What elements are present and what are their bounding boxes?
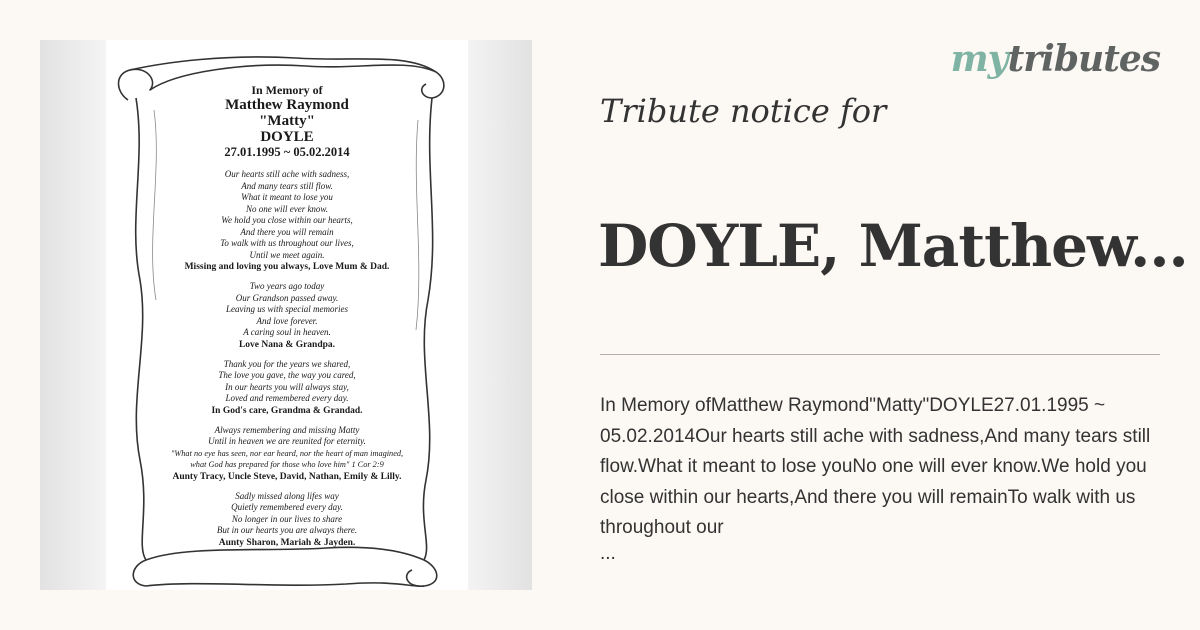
mytributes-logo[interactable] — [951, 38, 1160, 80]
verse-line: A caring soul in heaven. — [243, 327, 331, 337]
verse-line: Our Grandson passed away. — [235, 292, 339, 303]
verse-line: Leaving us with special memories — [226, 304, 348, 314]
verse-line: Two years ago today — [249, 281, 325, 291]
notice-dates: 27.01.1995 ~ 05.02.2014 — [224, 145, 350, 159]
verse-line: But in our hearts you are always there. — [216, 525, 358, 535]
verse-line: What it meant to lose you — [241, 192, 333, 202]
notice-excerpt: In Memory ofMatthew Raymond"Matty"DOYLE27.01.1995 ~ 05.02.2014Our hearts still ache with sadness,And many tears still flow.What it meant to lose youNo one will ever know.We hold you close within our hearts,And there you will remainTo walk with us throughout our — [600, 395, 1151, 538]
notice-name-line2: "Matty" — [259, 113, 315, 129]
excerpt-ellipsis: ... — [600, 543, 616, 564]
verse-line: Always remembering and missing Matty — [214, 424, 360, 435]
page-subtitle: Tribute notice for — [600, 92, 887, 130]
notice-text — [154, 84, 420, 557]
image-blur-left — [40, 40, 106, 590]
verse-aunty-sharon — [154, 491, 420, 549]
verse-mum-dad — [154, 169, 420, 273]
logo-my: my — [950, 38, 1008, 80]
verse-signature: Aunty Sharon, Mariah & Jayden. — [218, 537, 356, 548]
verse-line: Quietly remembered every day. — [231, 502, 343, 512]
notice-name-line1: Matthew Raymond — [225, 97, 349, 113]
verse-signature: Love Nana & Grandpa. — [238, 339, 336, 350]
verse-nana-grandpa — [154, 281, 420, 351]
verse-signature: Missing and loving you always, Love Mum & Dad. — [184, 262, 390, 272]
verse-line: No one will ever know. — [245, 203, 329, 214]
logo-tributes: tributes — [1007, 38, 1160, 80]
verse-line: Loved and remembered every day. — [225, 393, 349, 403]
verse-line: Our hearts still ache with sadness, — [224, 169, 350, 179]
page-title: DOYLE, Matthew... — [598, 212, 1188, 280]
verse-signature: In God's care, Grandma & Grandad. — [211, 405, 363, 416]
verse-grandma-grandad — [154, 359, 420, 417]
verse-line: In our hearts you will always stay, — [225, 381, 349, 392]
verse-line: No longer in our lives to share — [231, 513, 343, 524]
notice-image[interactable] — [40, 40, 532, 590]
verse-line: And there you will remain — [240, 226, 334, 237]
verse-line: And love forever. — [256, 315, 318, 326]
verse-line: We hold you close within our hearts, — [221, 215, 353, 225]
verse-aunty-tracy — [154, 425, 420, 483]
verse-signature: Aunty Tracy, Uncle Steve, David, Nathan, Emily & Lilly. — [172, 471, 402, 482]
scroll-notice — [106, 40, 468, 590]
verse-line: To walk with us throughout our lives, — [220, 238, 354, 248]
verse-line: Sadly missed along lifes way — [235, 490, 339, 501]
verse-line: And many tears still flow. — [241, 180, 333, 191]
verse-line: "What no eye has seen, nor ear heard, nor the heart of man imagined, — [170, 448, 404, 458]
verse-line: The love you gave, the way you cared, — [218, 370, 356, 380]
notice-surname: DOYLE — [260, 129, 314, 145]
verse-line: what God has prepared for those who love him" 1 Cor 2:9 — [190, 460, 384, 469]
divider — [600, 354, 1160, 355]
image-blur-right — [466, 40, 532, 590]
verse-line: Until in heaven we are reunited for eternity. — [208, 436, 366, 446]
verse-line: Until we meet again. — [249, 249, 325, 260]
verse-line: Thank you for the years we shared, — [223, 358, 351, 369]
notice-heading: In Memory of — [251, 83, 323, 97]
